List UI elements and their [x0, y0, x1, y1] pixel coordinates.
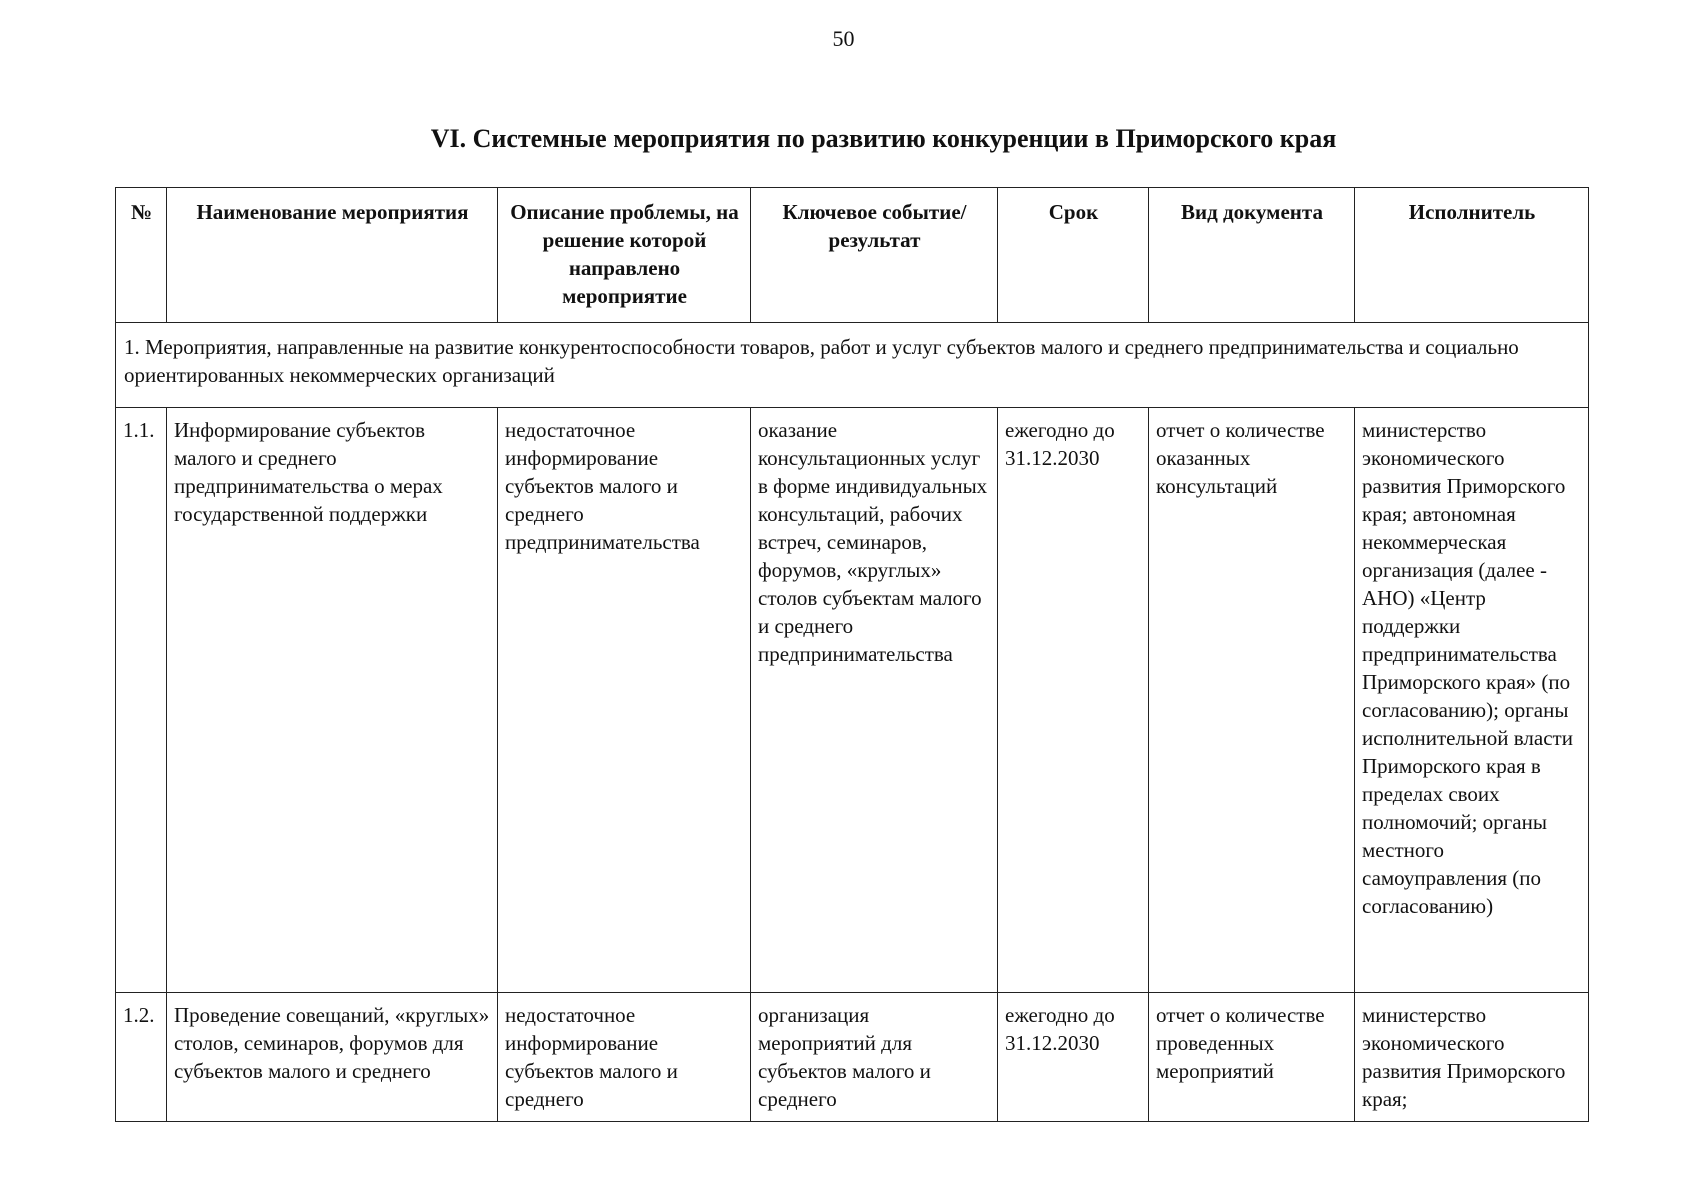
header-document-type: Вид документа	[1149, 188, 1355, 323]
table-header-row	[116, 188, 1589, 323]
header-problem-description: Описание проблемы, на решение которой направлено мероприятие	[498, 188, 751, 323]
measures-table	[115, 187, 1589, 1122]
section-row	[116, 323, 1589, 408]
cell-key-result: оказание консультационных услуг в форме индивидуальных консультаций, рабочих встреч, семинаров, форумов, «круглых» столов субъектам малого и среднего предпринимательства	[751, 408, 998, 993]
table-row	[116, 408, 1589, 993]
cell-deadline: ежегодно до 31.12.2030	[998, 408, 1149, 993]
cell-key-result: организация мероприятий для субъектов малого и среднего	[751, 993, 998, 1122]
cell-measure-name: Проведение совещаний, «круглых» столов, семинаров, форумов для субъектов малого и среднего	[167, 993, 498, 1122]
header-measure-name: Наименование мероприятия	[167, 188, 498, 323]
cell-executor: министерство экономического развития Приморского края; автономная некоммерческая организация (далее - АНО) «Центр поддержки предпринимательства Приморского края» (по согласованию); органы исполнительной власти Приморского края в пределах своих полномочий; органы местного самоуправления (по согласованию)	[1355, 408, 1589, 993]
section-title: 1. Мероприятия, направленные на развитие конкурентоспособности товаров, работ и услуг субъектов малого и среднего предпринимательства и социально ориентированных некоммерческих организаций	[116, 323, 1589, 408]
header-number: №	[116, 188, 167, 323]
page-number: 50	[832, 26, 855, 51]
cell-document-type: отчет о количестве оказанных консультаций	[1149, 408, 1355, 993]
cell-measure-name: Информирование субъектов малого и среднего предпринимательства о мерах государственной поддержки	[167, 408, 498, 993]
cell-document-type: отчет о количестве проведенных мероприятий	[1149, 993, 1355, 1122]
table-row	[116, 993, 1589, 1122]
cell-number: 1.1.	[116, 408, 167, 993]
cell-problem-description: недостаточное информирование субъектов малого и среднего	[498, 993, 751, 1122]
header-deadline: Срок	[998, 188, 1149, 323]
cell-deadline: ежегодно до 31.12.2030	[998, 993, 1149, 1122]
document-title: VI. Системные мероприятия по развитию конкуренции в Приморского края	[430, 124, 1337, 153]
cell-problem-description: недостаточное информирование субъектов малого и среднего предпринимательства	[498, 408, 751, 993]
cell-number: 1.2.	[116, 993, 167, 1122]
header-key-result: Ключевое событие/результат	[751, 188, 998, 323]
header-executor: Исполнитель	[1355, 188, 1589, 323]
cell-executor: министерство экономического развития Приморского края;	[1355, 993, 1589, 1122]
